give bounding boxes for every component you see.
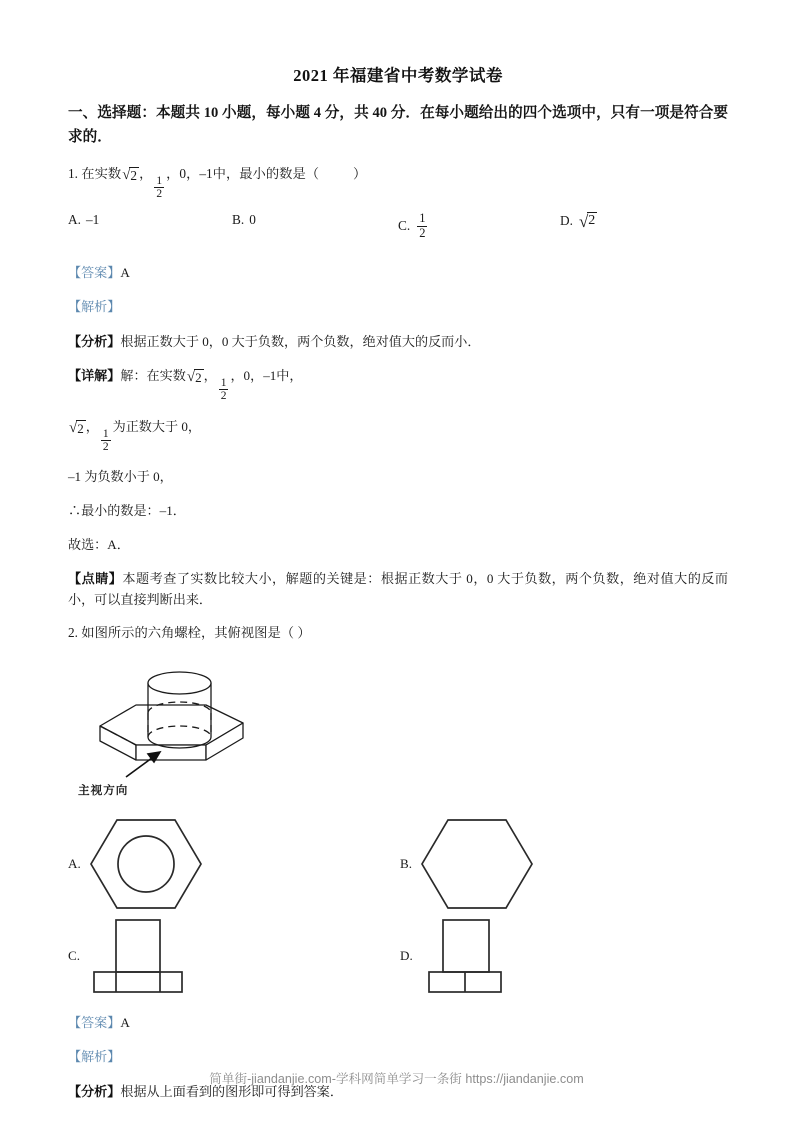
question-1-detail-line-3: –1 为负数小于 0， bbox=[68, 468, 173, 484]
analysis-text: 根据正数大于 0，0 大于负数，两个负数，绝对值大的反而小． bbox=[120, 334, 481, 350]
question-2-options-row-1 bbox=[68, 806, 728, 906]
option-a-label: A. bbox=[68, 212, 81, 228]
detail-sep-3: ， bbox=[85, 418, 99, 434]
detail-label: 【详解】 bbox=[68, 368, 121, 384]
sqrt-2-inline bbox=[68, 420, 86, 436]
page-title: 2021 年福建省中考数学试卷 bbox=[293, 66, 503, 85]
fraction-denominator: 2 bbox=[156, 188, 163, 201]
detail-neg-one: –1 bbox=[263, 368, 277, 384]
option-d-label: D. bbox=[560, 212, 573, 228]
question-1-stem-prefix: 1. 在实数 bbox=[68, 166, 122, 182]
hex-bolt-3d-figure bbox=[78, 653, 728, 798]
fraction-denominator: 2 bbox=[220, 390, 227, 403]
fraction-numerator: 1 bbox=[419, 211, 426, 226]
hexagon-plain-icon bbox=[418, 814, 536, 914]
radicand: 2 bbox=[77, 420, 84, 436]
option-b-label: B. bbox=[232, 212, 245, 228]
t-shape-wide-base-icon bbox=[86, 916, 216, 996]
question-2-options-row-2 bbox=[68, 910, 728, 1000]
analysis-label: 【分析】 bbox=[68, 1083, 121, 1099]
answer-label: 【答案】 bbox=[68, 1014, 121, 1030]
option-a-label: A. bbox=[68, 855, 81, 871]
option-c-label: C. bbox=[398, 218, 411, 233]
question-1-sep-3: 中，最小的数是（ bbox=[212, 166, 320, 182]
option-d-label: D. bbox=[400, 947, 413, 963]
question-1-stem-suffix: ） bbox=[353, 166, 367, 182]
question-1-sep-2: ，0， bbox=[166, 166, 200, 182]
detail-sep-1: ， bbox=[203, 368, 217, 384]
radical-sign-icon: √ bbox=[578, 212, 589, 232]
detail-line-2-suffix: 为正数大于 0， bbox=[112, 418, 202, 434]
question-2-stem: 2. 如图所示的六角螺栓，其俯视图是（ ） bbox=[68, 624, 311, 640]
tip-label: 【点睛】 bbox=[68, 571, 123, 587]
hex-bolt-svg bbox=[78, 653, 278, 781]
question-1-option-a[interactable] bbox=[68, 212, 99, 228]
question-1-option-b[interactable] bbox=[232, 212, 256, 228]
explain-label: 【解析】 bbox=[68, 299, 121, 315]
option-b-value: 0 bbox=[249, 212, 256, 228]
question-2-answer bbox=[68, 1013, 728, 1034]
question-1-tip bbox=[68, 568, 728, 610]
radicand: 2 bbox=[130, 168, 138, 184]
option-c-label: C. bbox=[68, 947, 81, 963]
option-c-fraction-one-half bbox=[417, 212, 427, 239]
sqrt-2-inline bbox=[121, 167, 139, 183]
fraction-one-half bbox=[219, 377, 229, 402]
question-1-stem bbox=[68, 163, 728, 200]
t-shape-narrow-base-icon bbox=[419, 916, 549, 996]
tip-text: 本题考查了实数比较大小，解题的关键是：根据正数大于 0，0 大于负数，两个负数，绝对值大的反而小，可以直接判断出来． bbox=[68, 571, 729, 608]
question-1-answer bbox=[68, 263, 728, 284]
fraction-denominator: 2 bbox=[102, 440, 109, 453]
option-b-label: B. bbox=[400, 855, 413, 871]
question-1-neg-one: –1 bbox=[199, 166, 213, 182]
question-2-option-a[interactable] bbox=[68, 814, 205, 914]
fraction-one-half bbox=[101, 428, 111, 453]
answer-value: A bbox=[120, 1014, 130, 1030]
detail-prefix: 解：在实数 bbox=[120, 368, 186, 384]
question-2-option-c[interactable] bbox=[68, 916, 216, 996]
question-1-detail-line-5: 故选：A． bbox=[68, 537, 130, 553]
radicand: 2 bbox=[588, 213, 596, 229]
option-d-sqrt-2 bbox=[578, 212, 597, 232]
fraction-numerator: 1 bbox=[220, 377, 227, 390]
question-1-option-c[interactable] bbox=[398, 212, 429, 239]
fraction-one-half bbox=[154, 175, 164, 200]
option-a-value: –1 bbox=[85, 212, 100, 228]
question-1-sep-1: ， bbox=[139, 166, 153, 182]
question-1-options bbox=[68, 212, 728, 250]
fraction-numerator: 1 bbox=[102, 427, 109, 440]
radicand: 2 bbox=[195, 370, 202, 386]
hexagon-with-circle-icon bbox=[87, 814, 205, 914]
front-view-direction-label: 主视方向 bbox=[78, 783, 129, 797]
question-2-option-d[interactable] bbox=[400, 916, 549, 996]
question-1-detail-line-2 bbox=[68, 416, 728, 453]
explain-label: 【解析】 bbox=[68, 1048, 121, 1064]
question-1-option-d[interactable] bbox=[560, 212, 597, 232]
question-1-analysis bbox=[68, 331, 728, 352]
question-1-detail-line-4: ∴最小的数是：–1． bbox=[68, 502, 186, 518]
sqrt-2-inline bbox=[186, 369, 204, 385]
detail-sep-2: ，0， bbox=[230, 368, 264, 384]
question-2-explain-heading bbox=[68, 1047, 728, 1068]
fraction-denominator: 2 bbox=[419, 225, 426, 240]
section-heading: 一、选择题：本题共 10 小题，每小题 4 分，共 40 分．在每小题给出的四个选项中，只有一项是符合要求的． bbox=[68, 105, 728, 145]
fraction-numerator: 1 bbox=[156, 175, 163, 188]
analysis-label: 【分析】 bbox=[68, 334, 121, 350]
question-1-explain-heading bbox=[68, 297, 728, 318]
analysis-text: 根据从上面看到的图形即可得到答案． bbox=[120, 1083, 343, 1099]
answer-value: A bbox=[120, 265, 130, 281]
radical-sign-icon: √ bbox=[186, 369, 196, 386]
question-2-option-b[interactable] bbox=[400, 814, 536, 914]
footer-watermark: 简单街-jiandanjie.com-学科网简单学习一条街 https://jiandanjie.com bbox=[209, 1072, 584, 1086]
radical-sign-icon: √ bbox=[122, 167, 131, 184]
radical-sign-icon: √ bbox=[69, 419, 78, 436]
answer-label: 【答案】 bbox=[68, 265, 121, 281]
document-body bbox=[68, 0, 728, 1102]
question-1-detail-line-1: 【详解】解：在实数 √ 2 ， $\frac{1}{2}$ ，0，–1中， bbox=[68, 368, 303, 403]
